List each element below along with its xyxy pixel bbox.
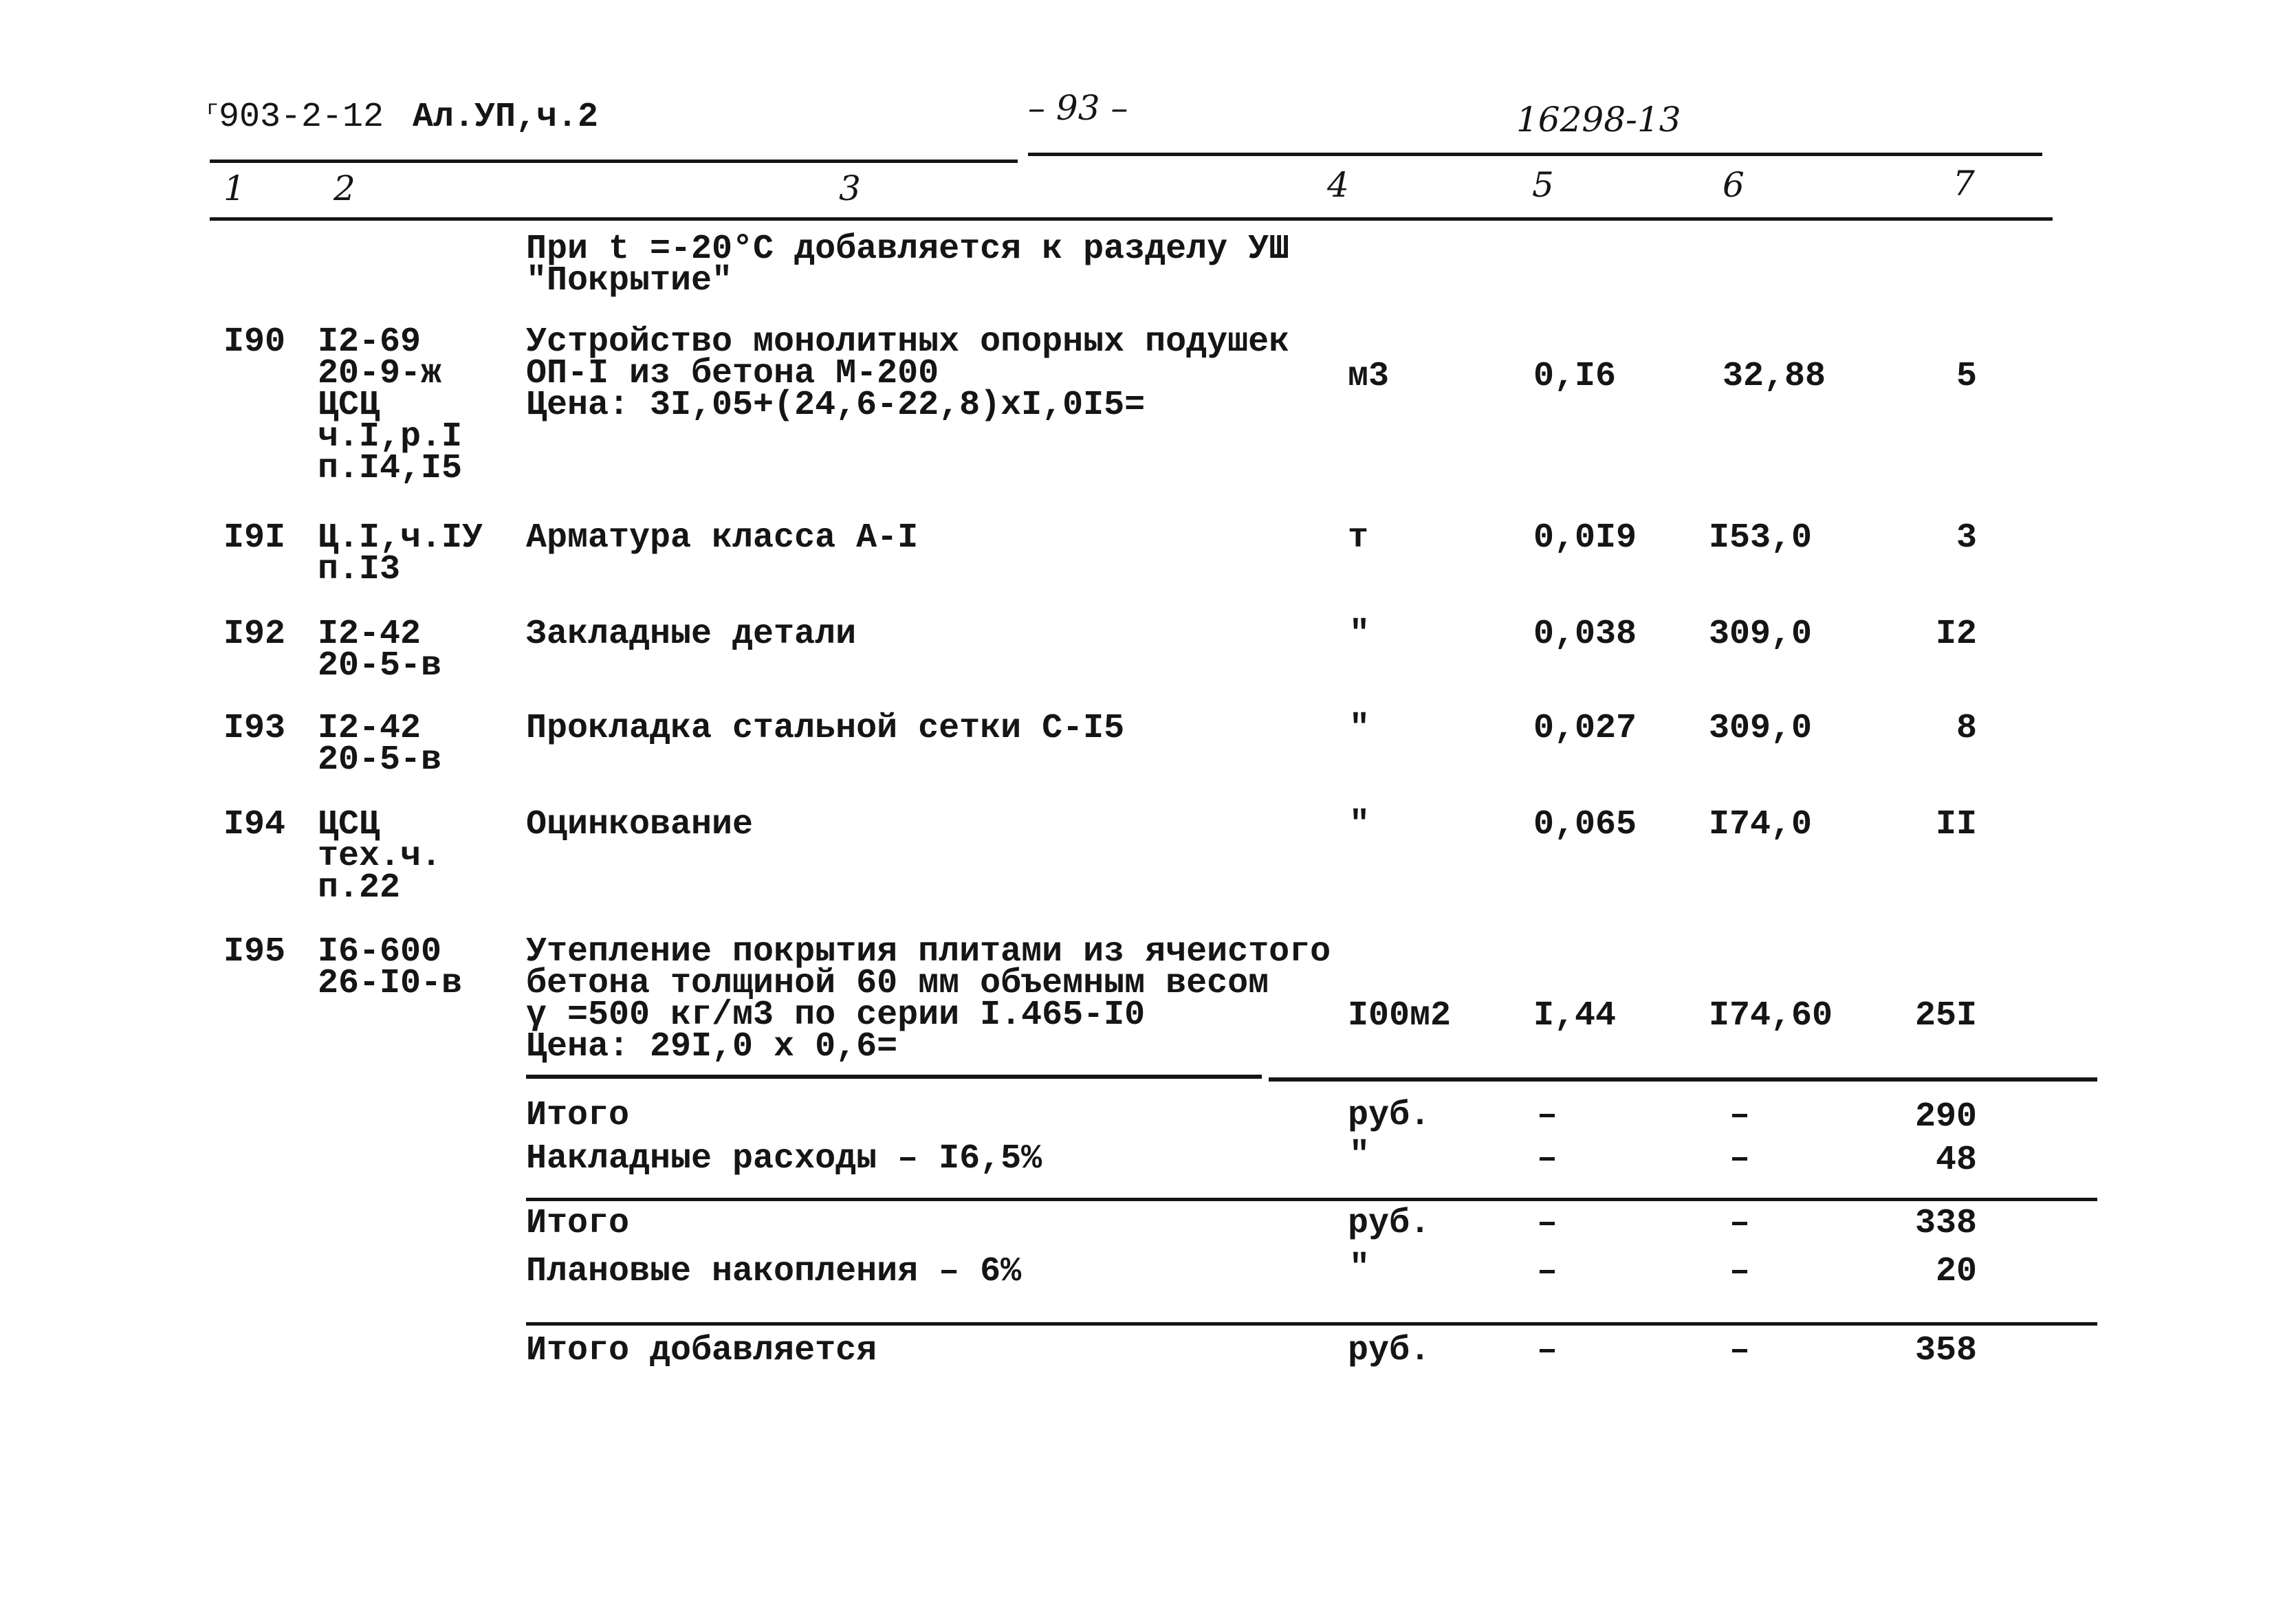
summary-total: 48 (1935, 1141, 1977, 1180)
row-name: Закладные детали (526, 615, 857, 654)
summary-price: – (1729, 1096, 1751, 1135)
summary-label: Плановые накопления – 6% (526, 1252, 1022, 1291)
row-total: I2 (1935, 615, 1977, 654)
row-quantity: 0,038 (1533, 615, 1637, 654)
row-number: I92 (223, 615, 286, 654)
column-header-4: 4 (1327, 165, 1349, 205)
summary-rule-3 (526, 1322, 2097, 1326)
row-number: I93 (223, 709, 286, 748)
summary-unit: руб. (1348, 1096, 1431, 1135)
row-name: Оцинкование (526, 805, 754, 844)
column-header-6: 6 (1723, 165, 1745, 205)
row-quantity: 0,027 (1533, 709, 1637, 748)
column-header-1: 1 (223, 168, 245, 208)
summary-total: 20 (1935, 1252, 1977, 1291)
summary-label: Итого (526, 1096, 630, 1135)
summary-total: 290 (1914, 1097, 1977, 1137)
row-total: 3 (1956, 518, 1977, 558)
row-price: 32,88 (1723, 357, 1826, 396)
row-quantity: 0,I6 (1533, 357, 1617, 396)
row-name: Прокладка стальной сетки С-I5 (526, 709, 1125, 748)
row-unit: т (1348, 518, 1369, 558)
page-number: – 93 – (1028, 88, 1128, 128)
section-note-line: "Покрытие" (526, 261, 733, 300)
row-name: Утепление покрытия плитами из ячеистого бетона толщиной 60 мм объемным весом γ =500 кг/м3 по серии I.465-I0 Цена: 29I,0 х 0,6= (526, 932, 1331, 1066)
summary-unit: руб. (1348, 1331, 1431, 1370)
doc-code: $^г$903-2-12 (206, 98, 384, 137)
summary-quantity: – (1537, 1331, 1558, 1370)
summary-quantity: – (1537, 1096, 1558, 1135)
row-number: I9I (223, 518, 286, 558)
row-unit: " (1349, 709, 1370, 748)
row-price: I74,60 (1709, 996, 1833, 1035)
summary-rule-1b (1269, 1077, 2097, 1082)
row-price: 309,0 (1709, 709, 1813, 748)
row-quantity: 0,065 (1533, 805, 1637, 844)
row-price: I74,0 (1709, 805, 1813, 844)
summary-quantity: – (1537, 1139, 1558, 1178)
row-name: Арматура класса А-I (526, 518, 919, 558)
summary-rule-1a (526, 1075, 1262, 1079)
row-code: I2-69 20-9-ж ЦСЦ ч.I,р.I п.I4,I5 (318, 322, 463, 488)
row-unit: " (1349, 615, 1370, 654)
row-number: I90 (223, 322, 286, 362)
row-price: 309,0 (1709, 615, 1813, 654)
summary-quantity: – (1537, 1252, 1558, 1291)
summary-price: – (1729, 1139, 1751, 1178)
summary-price: – (1729, 1331, 1751, 1370)
summary-label: Итого добавляется (526, 1331, 877, 1370)
column-header-7: 7 (1953, 164, 1975, 204)
row-number: I95 (223, 932, 286, 972)
row-name: Устройство монолитных опорных подушек ОП-I из бетона М-200 Цена: 3I,05+(24,6-22,8)хI,0I5= (526, 322, 1290, 425)
album-ref: Ал.УП,ч.2 (413, 98, 599, 137)
summary-total: 358 (1914, 1331, 1977, 1370)
column-header-3: 3 (839, 168, 861, 208)
row-code: ЦСЦ тех.ч. п.22 (318, 805, 442, 908)
column-header-2: 2 (334, 168, 356, 208)
inventory-number: 16298-13 (1516, 100, 1681, 140)
summary-total: 338 (1914, 1204, 1977, 1243)
row-code: I2-42 20-5-в (318, 709, 442, 780)
column-header-5: 5 (1532, 165, 1554, 205)
row-total: 5 (1956, 357, 1977, 396)
row-unit: м3 (1348, 357, 1390, 396)
row-unit: I00м2 (1348, 996, 1452, 1035)
row-code: I6-600 26-I0-в (318, 932, 463, 1003)
row-total: 25I (1914, 996, 1977, 1035)
row-quantity: I,44 (1533, 996, 1617, 1035)
top-rule-left (210, 160, 1018, 163)
summary-label: Итого (526, 1204, 630, 1243)
summary-quantity: – (1537, 1204, 1558, 1243)
summary-unit: " (1349, 1136, 1370, 1175)
summary-price: – (1729, 1252, 1751, 1291)
row-code: Ц.I,ч.IУ п.I3 (318, 518, 483, 589)
section-note-line: При t =-20°С добавляется к разделу УШ (526, 230, 1290, 269)
summary-label: Накладные расходы – I6,5% (526, 1139, 1042, 1178)
row-unit: " (1349, 805, 1370, 844)
row-number: I94 (223, 805, 286, 844)
summary-unit: " (1349, 1249, 1370, 1288)
summary-unit: руб. (1348, 1204, 1431, 1243)
top-rule-right (1028, 153, 2042, 156)
row-quantity: 0,0I9 (1533, 518, 1637, 558)
row-total: 8 (1956, 709, 1977, 748)
row-code: I2-42 20-5-в (318, 615, 442, 685)
summary-rule-2 (526, 1198, 2097, 1201)
column-header-rule (210, 217, 2053, 221)
row-total: II (1935, 805, 1977, 844)
section-note (526, 230, 1290, 300)
row-price: I53,0 (1709, 518, 1813, 558)
summary-price: – (1729, 1204, 1751, 1243)
